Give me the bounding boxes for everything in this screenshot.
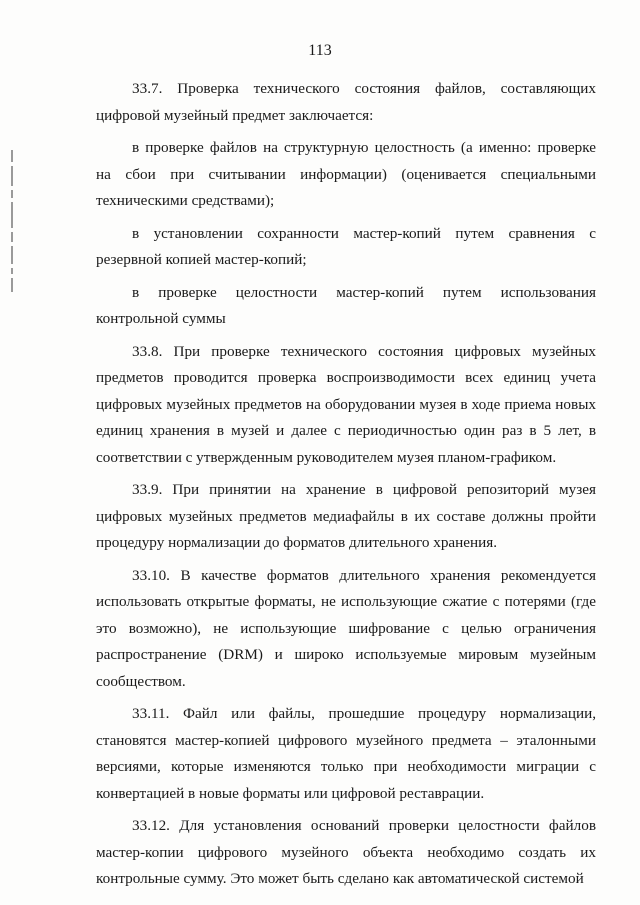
paragraph-33-10: 33.10. В качестве форматов длительного хранения рекомендуется использовать открытые форматы, не использующие сжатие с потерями (где это возможно), не использующие шифрование с целью ограничения распространение (DRM) и широко используемые мировым музейным сообществом. <box>96 566 596 690</box>
paragraph-33-7: 33.7. Проверка технического состояния файлов, составляющих цифровой музейный предмет заключается: <box>96 80 596 124</box>
paragraph-33-7-item-1: в проверке файлов на структурную целостность (а именно: проверке на сбои при считывании информации) (оценивается специальными техническими средствами); <box>96 139 596 209</box>
paragraph-33-12: 33.12. Для установления оснований проверки целостности файлов мастер-копии цифрового музейного объекта необходимо создать их контрольные сумму. Это может быть сделано как автоматической системой <box>96 817 596 887</box>
scan-margin-marks <box>8 150 16 310</box>
paragraph-33-8: 33.8. При проверке технического состояния цифровых музейных предметов проводится проверка воспроизводимости всех единиц учета цифровых музейных предметов на оборудовании музея в ходе приема новых единиц хранения в музей и далее с периодичностью один раз в 5 лет, в соответствии с утвержденным руководителем музея планом-графиком. <box>96 342 596 466</box>
paragraph-33-9: 33.9. При принятии на хранение в цифровой репозиторий музея цифровых музейных предметов медиафайлы в их составе должны пройти процедуру нормализации до форматов длительного хранения. <box>96 481 596 551</box>
page-number: 113 <box>308 42 332 59</box>
paragraph-33-7-item-3: в проверке целостности мастер-копий путем использования контрольной суммы <box>96 283 596 327</box>
document-body <box>96 76 596 899</box>
paragraph-33-11: 33.11. Файл или файлы, прошедшие процедуру нормализации, становятся мастер-копией цифрового музейного предмета – эталонными версиями, которые изменяются только при необходимости миграции с конвертацией в новые форматы или цифровой реставрации. <box>96 705 596 802</box>
paragraph-33-7-item-2: в установлении сохранности мастер-копий путем сравнения с резервной копией мастер-копий; <box>96 224 596 268</box>
